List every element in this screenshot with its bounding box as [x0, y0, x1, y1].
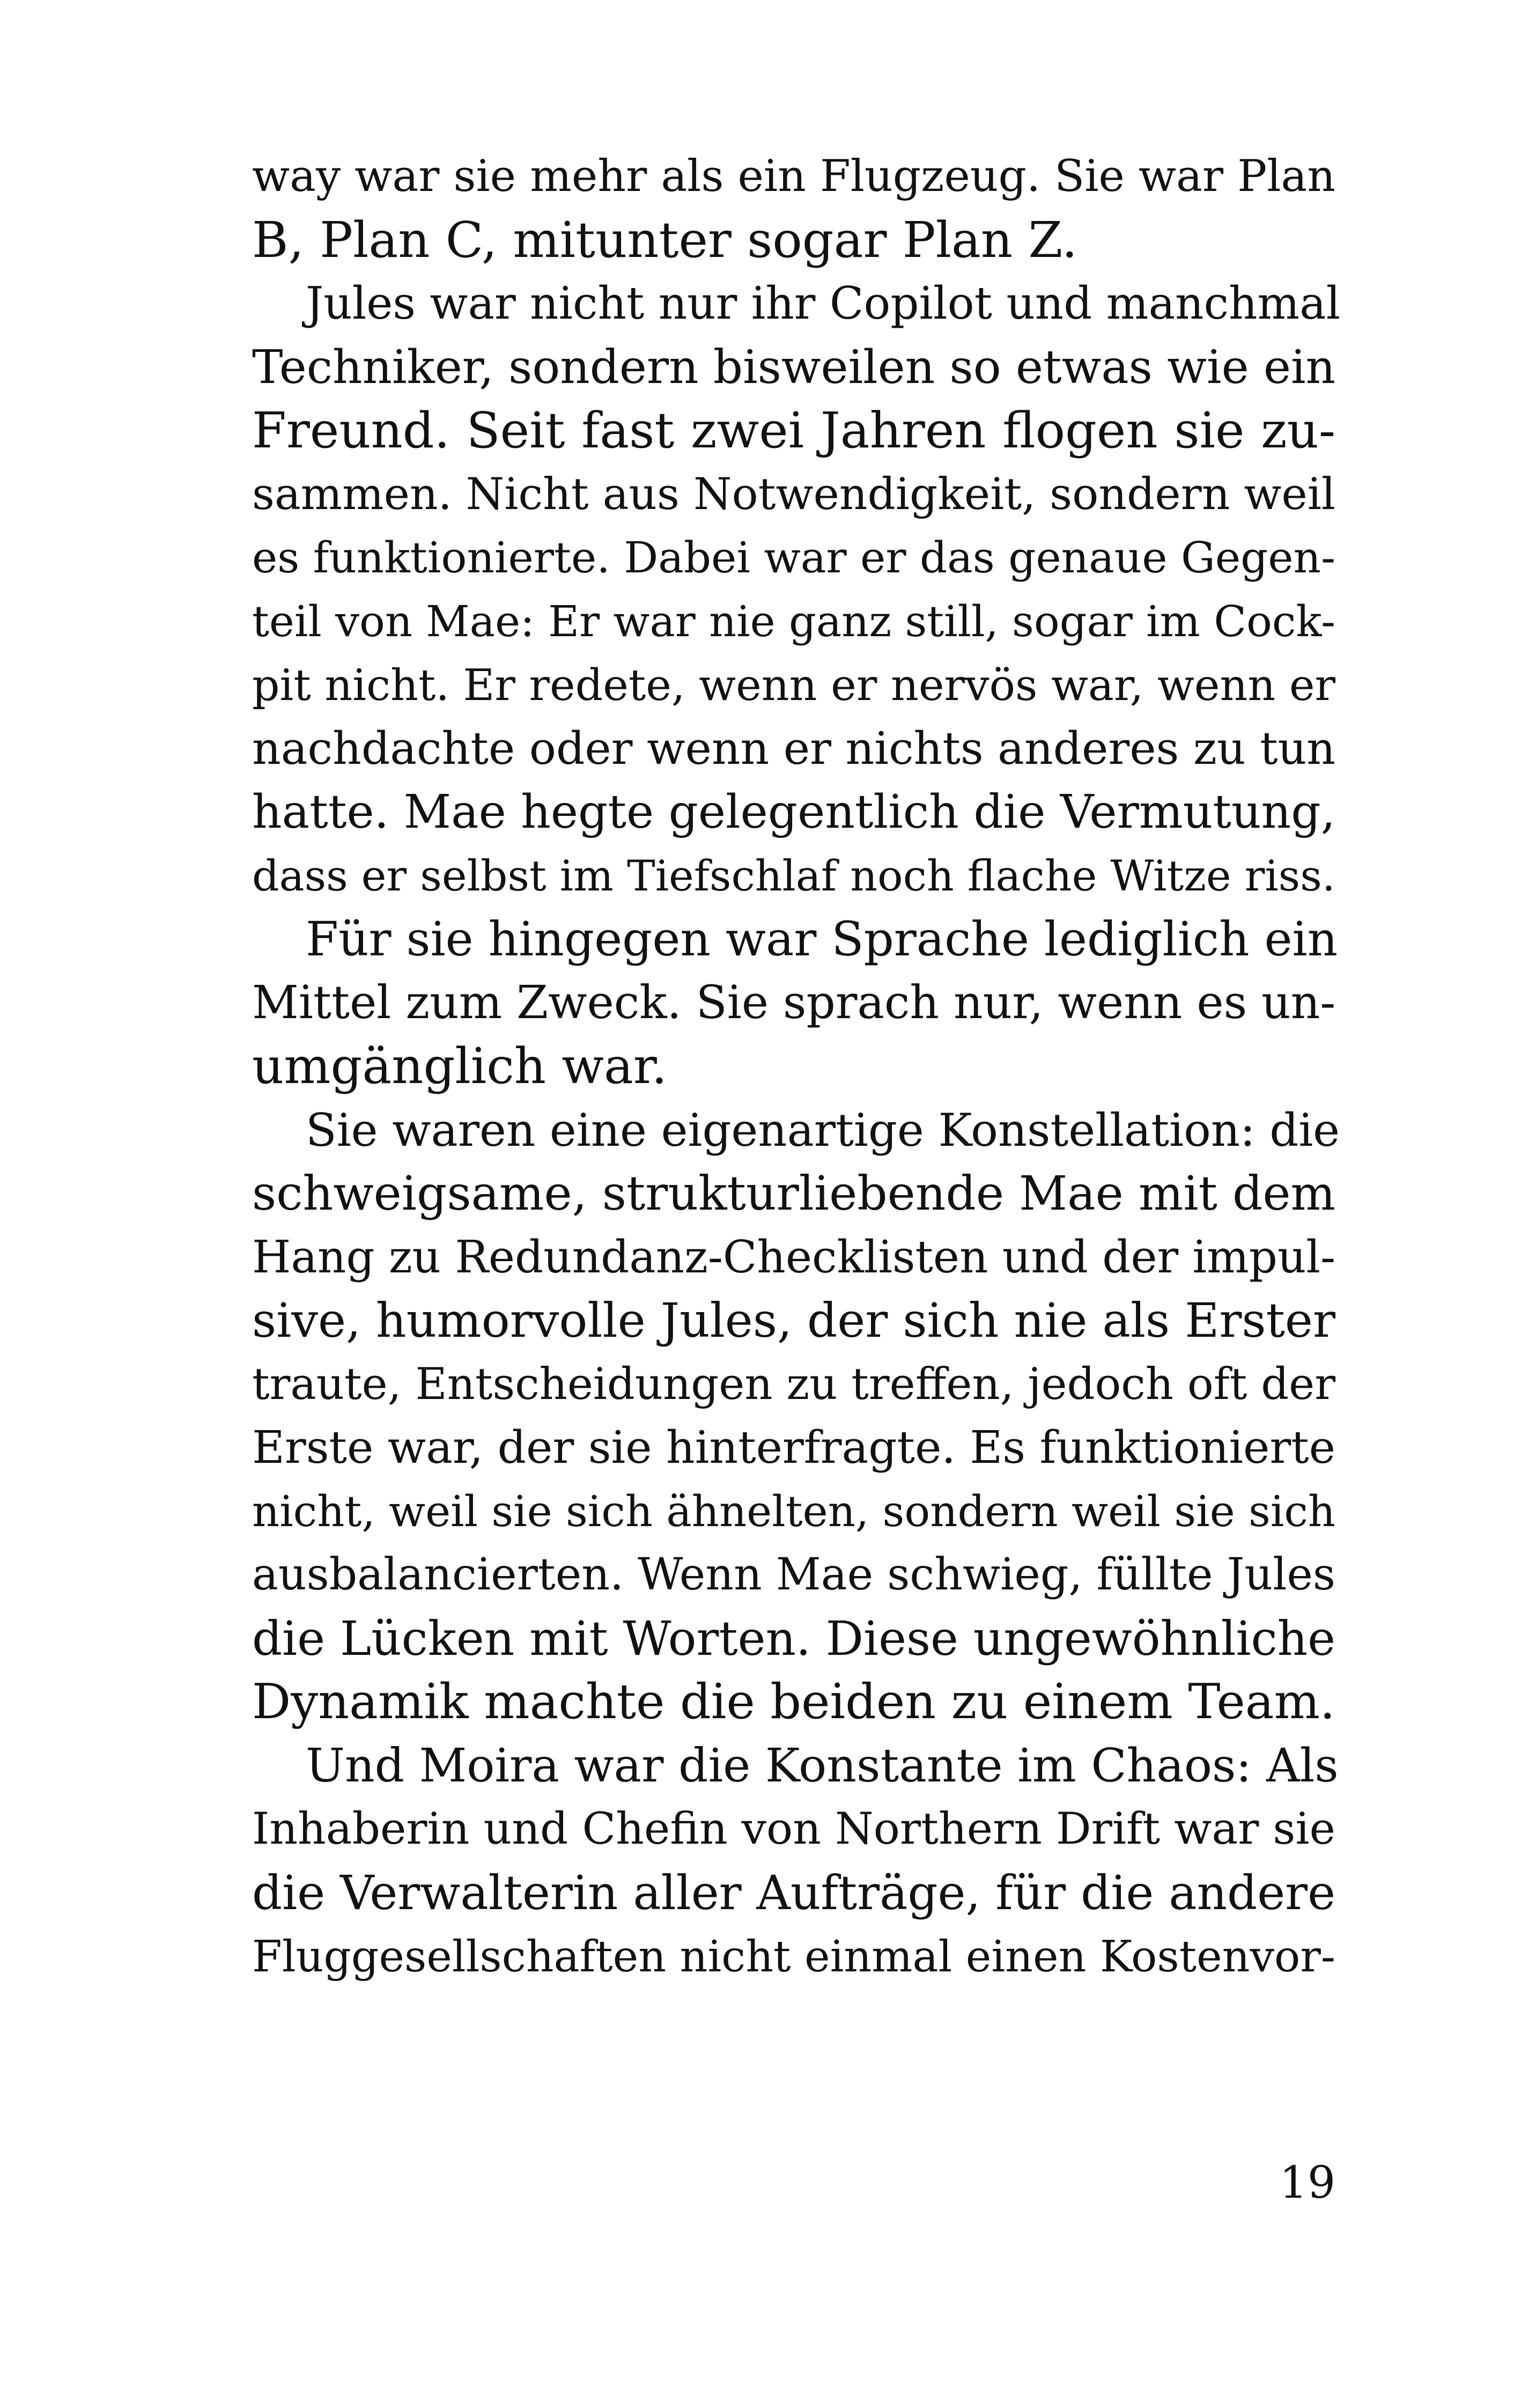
text-line: Techniker, sondern bisweilen so etwas wie ein — [252, 340, 1335, 394]
text-line: Inhaberin und Chefin von Northern Drift war sie — [252, 1803, 1335, 1854]
text-line: way war sie mehr als ein Flugzeug. Sie war Plan — [252, 151, 1335, 202]
text-line: nicht, weil sie sich ähnelten, sondern weil sie sich — [252, 1486, 1335, 1536]
text-line: Sie waren eine eigenartige Konstellation: die — [306, 1103, 1340, 1157]
paragraph — [252, 1734, 1339, 1989]
text-line: Freund. Seit fast zwei Jahren flogen sie zu- — [252, 402, 1335, 459]
text-line: umgänglich war. — [252, 1037, 667, 1095]
body-text — [252, 145, 1341, 1989]
text-line: Dynamik machte die beiden zu einem Team. — [252, 1674, 1335, 1730]
text-line: nachdachte oder wenn er nichts anderes zu tun — [252, 722, 1335, 775]
text-line: B, Plan C, mitunter sogar Plan Z. — [252, 211, 1077, 269]
text-line: Für sie hingegen war Sprache lediglich ein — [306, 911, 1338, 967]
text-line: ausbalancierten. Wenn Mae schwieg, füllte Jules — [252, 1549, 1335, 1600]
text-line: Erste war, der sie hinterfragte. Es funktionierte — [252, 1422, 1335, 1474]
text-line: Jules war nicht nur ihr Copilot und manchmal — [306, 277, 1341, 329]
text-line: schweigsame, strukturliebende Mae mit dem — [252, 1166, 1335, 1221]
text-line: Und Moira war die Konstante im Chaos: Als — [306, 1739, 1339, 1793]
paragraph — [252, 145, 1335, 272]
paragraph — [252, 272, 1341, 908]
text-line: Fluggesellschaften nicht einmal einen Kostenvor- — [252, 1931, 1335, 1982]
text-line: traute, Entscheidungen zu treffen, jedoch oft der — [252, 1359, 1335, 1410]
text-line: dass er selbst im Tiefschlaf noch flache Witze riss. — [252, 851, 1335, 901]
text-line: die Verwalterin aller Aufträge, für die andere — [252, 1865, 1335, 1920]
text-line: Mittel zum Zweck. Sie sprach nur, wenn es un- — [252, 976, 1335, 1029]
text-line: pit nicht. Er redete, wenn er nervös war, wenn er — [252, 660, 1335, 710]
text-line: die Lücken mit Worten. Diese ungewöhnliche — [252, 1611, 1335, 1666]
text-line: teil von Mae: Er war nie ganz still, sogar im Cock- — [252, 596, 1335, 646]
text-line: sammen. Nicht aus Notwendigkeit, sondern weil — [252, 468, 1335, 520]
text-line: sive, humorvolle Jules, der sich nie als Erster — [252, 1293, 1335, 1348]
text-line: Hang zu Redundanz-Checklisten und der impul- — [252, 1231, 1335, 1283]
paragraph — [252, 1099, 1340, 1734]
page-number: 19 — [1279, 2157, 1335, 2208]
text-line: hatte. Mae hegte gelegentlich die Vermutung, — [252, 785, 1335, 839]
paragraph — [252, 908, 1338, 1099]
text-line: es funktionierte. Dabei war er das genaue Gegen- — [252, 533, 1335, 583]
